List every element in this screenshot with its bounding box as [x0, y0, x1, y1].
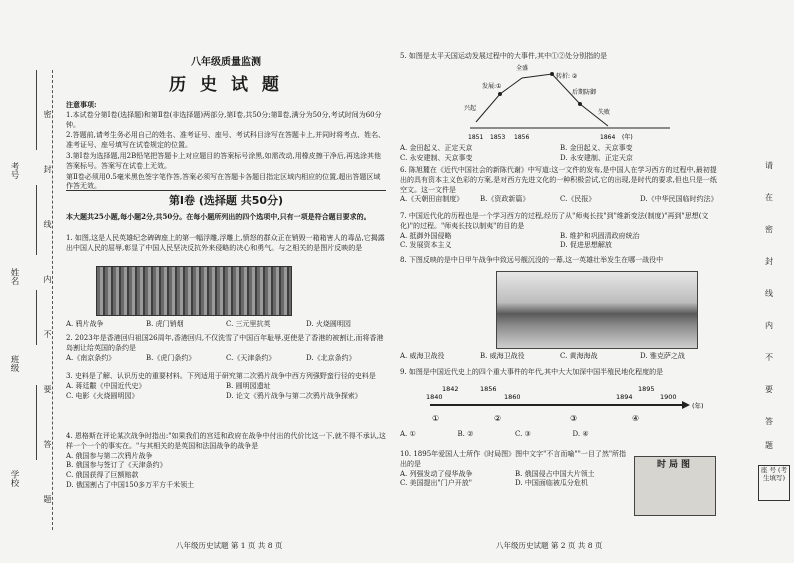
axis-unit: (年) [692, 402, 704, 410]
section-divider [66, 190, 386, 191]
option-a[interactable]: A.《南京条约》 [66, 353, 116, 362]
chart-point [578, 102, 582, 106]
seal-char: 不 [43, 330, 52, 338]
question-stem: 2. 2023年是香港回归祖国26周年,香港回归,不仅洗雪了中国百年耻辱,更使是了香港的被割让,而将香港岛割让给英国的条约是 [66, 334, 384, 352]
option-d[interactable]: D.《北京条约》 [306, 353, 356, 362]
question-10 [400, 450, 630, 489]
question-stem: 8. 下图反映的是中日甲午战争中致远号舰沉没的一幕,这一英雄壮举发生在哪一战役中 [400, 256, 664, 264]
question-stem: 7. 中国近代化的历程也是一个学习西方的过程,经历了从"师夷长技"到"维新变法(制度)"再到"思想(文化)"的过程。"师夷长技以制夷"的目的是 [400, 212, 709, 230]
timeline-mark: ① [432, 414, 440, 423]
seal-char: 要 [765, 385, 773, 394]
option-c[interactable]: C. 三元里抗英 [226, 320, 271, 328]
option-c[interactable]: C. 黄海海战 [560, 352, 598, 360]
seal-char: 封 [765, 257, 773, 266]
tick-label: 1842 [442, 385, 459, 393]
tick-label: 1851 [468, 134, 484, 141]
relief-sculpture-image [96, 266, 292, 316]
chart-label: 兴起 [464, 105, 477, 112]
seal-char: 密 [43, 110, 52, 118]
axis-unit: (年) [622, 134, 633, 141]
option-d[interactable]: D. ④ [572, 430, 589, 438]
option-b[interactable]: B. ② [457, 430, 474, 438]
question-stem: 1. 如图,这是人民英雄纪念碑碑座上的第一幅浮雕,浮雕上,愤怒的群众正在销毁一箱箱害人的毒品,它揭露出中国人民的屈辱,彰显了中国人民坚决反抗外来侵略的决心和勇气。与之相关的是图片反映的是 [66, 234, 385, 252]
tick-label: 1856 [514, 134, 530, 141]
option-a[interactable]: A. ① [400, 430, 416, 438]
seal-char: 密 [765, 225, 773, 234]
chart-label: 失败 [598, 109, 611, 116]
option-a[interactable]: A. 威海卫战役 [400, 352, 445, 360]
question-1 [66, 234, 386, 254]
margin-label-kaohao: 考号 [9, 162, 19, 179]
timeline-chart [420, 383, 720, 427]
margin-fill-line [36, 70, 37, 150]
tick-label: 1860 [504, 393, 521, 401]
chart-label: 转折: ② [556, 73, 578, 80]
seat-number-box[interactable]: 座 号 (考生填写) [758, 465, 790, 501]
political-cartoon-image [634, 456, 716, 516]
option-c[interactable]: C.《天津条约》 [226, 353, 276, 362]
option-a[interactable]: A. 抵御外国侵略 [400, 231, 452, 240]
taiping-curve [476, 74, 611, 126]
option-b[interactable]: B. 圆明园遗址 [226, 381, 271, 390]
option-d[interactable]: D. 促进思想解放 [560, 241, 612, 250]
chart-point [550, 72, 554, 76]
timeline-mark: ② [494, 414, 502, 423]
seal-char: 线 [765, 289, 773, 298]
option-b[interactable]: B.《资政新篇》 [480, 195, 530, 204]
option-d[interactable]: D. 中国面临被瓜分危机 [515, 479, 588, 488]
page-footer: 八年级历史试题 第 1 页 共 8 页 [176, 541, 283, 550]
option-b[interactable]: B. 俄国侵占中国大片领土 [515, 469, 595, 478]
question-7 [400, 212, 720, 251]
option-c[interactable]: C. 俄国获得了巨额赔款 [66, 471, 139, 480]
binding-margin [0, 0, 62, 563]
naval-battle-image [496, 271, 698, 349]
option-b[interactable]: B.《虎门条约》 [146, 353, 196, 362]
tick-label: 1900 [660, 393, 677, 401]
question-2 [66, 334, 386, 363]
instructions-heading: 注意事项: [66, 100, 97, 109]
option-a[interactable]: A. 鸦片战争 [66, 320, 104, 328]
section-instruction-text: 本大题共25小题,每小题2分,共50分。在每小题所列出的四个选项中,只有一项是符合题目要求的。 [66, 212, 371, 221]
exam-subtitle: 八年级质量监测 [191, 57, 261, 68]
margin-fill-line [36, 290, 37, 345]
question-8-options [400, 352, 720, 362]
tick-label: 1840 [426, 393, 443, 401]
option-a[interactable]: A. 俄国参与第二次鸦片战争 [66, 451, 153, 460]
tick-label: 1853 [490, 134, 506, 141]
question-stem: 3. 史料是了解、认识历史的重要材料。下列适用于研究第二次鸦片战争中西方列强野蛮行径的史料是 [66, 372, 376, 380]
timeline-mark: ④ [632, 414, 640, 423]
option-a[interactable]: A. 金田起义、正定天京 [400, 144, 473, 152]
chart-label: 后期防御 [572, 89, 597, 96]
question-9 [400, 368, 720, 378]
seal-char: 请 [765, 161, 773, 170]
margin-label-school: 学校 [9, 470, 19, 487]
option-c[interactable]: C. 电影《火烧圆明园》 [66, 391, 139, 400]
seal-char: 内 [43, 275, 52, 283]
option-c[interactable]: C. 发展资本主义 [400, 241, 452, 250]
option-d[interactable]: D.《中华民国临时约法》 [640, 195, 718, 204]
option-a[interactable]: A. 蒋廷黻《中国近代史》 [66, 381, 146, 390]
question-stem: 5. 如图是太平天国运动发展过程中的大事件,其中①②处分别指的是 [400, 52, 608, 60]
margin-label-name: 姓名 [9, 268, 19, 285]
option-b[interactable]: B. 俄国参与签订了《天津条约》 [66, 461, 167, 470]
seal-char: 题 [43, 495, 52, 503]
seal-char: 要 [43, 385, 52, 393]
seal-char: 线 [43, 220, 52, 228]
chart-label: 发展:① [482, 83, 502, 90]
seal-char: 不 [765, 353, 773, 362]
option-d[interactable]: D. 永安建制、正定天京 [560, 153, 633, 162]
instruction-item: 2.答题前,请考生务必用自己的姓名、准考证号、座号、考试科目涂写在答题卡上,并同时将考点、姓名、准考证号、座号填写在试卷规定的位置。 [66, 131, 386, 150]
section-title: 第Ⅰ卷 (选择题 共50分) [168, 194, 284, 207]
option-d[interactable]: D. 雅克萨之战 [640, 352, 685, 360]
question-5 [400, 52, 720, 62]
option-a[interactable]: A.《天朝田亩制度》 [400, 195, 464, 204]
question-5-options [400, 144, 720, 164]
question-stem: 6. 陈旭麓在《近代中国社会的新陈代谢》中写道:这一文件的发布,是中国人在学习西方的过程中,最初提出的具有资本主义色彩的方案,是对西方先进文化的一种积极尝试,它的出现,是时代的要求,但也只是一纸空文。这一文件是 [400, 166, 717, 194]
tick-label: 1894 [616, 393, 633, 401]
option-b[interactable]: B. 虎门销烟 [146, 320, 184, 328]
instruction-item: 1.本试卷分第Ⅰ卷(选择题)和第Ⅱ卷(非选择题)两部分,第Ⅰ卷,共50分;第Ⅱ卷,满分为50分,考试时间为60分钟。 [66, 110, 382, 129]
seal-line [52, 70, 53, 530]
seal-char: 题 [765, 441, 773, 450]
page-footer: 八年级历史试题 第 2 页 共 8 页 [496, 541, 603, 550]
question-stem: 9. 如图是中国近代史上的四个重大事件的年代,其中大大加深中国半殖民地化程度的是 [400, 368, 664, 376]
tick-label: 1856 [480, 385, 497, 393]
seal-char: 封 [43, 165, 52, 173]
question-stem: 4. 恩格斯在评论某次战争时指出:"如果我们的宫廷和政府在战争中付出的代价比这一下,就不得不承认,这样一个一个的事实在。"与其相关的是英国和法国战争的战争是 [66, 432, 386, 450]
seal-char: 在 [765, 193, 773, 202]
option-d[interactable]: D. 火烧圆明园 [306, 320, 351, 328]
margin-fill-line [36, 185, 37, 255]
option-d[interactable]: D. 俄国割占了中国150多万平方千米领土 [66, 480, 195, 489]
option-c[interactable]: C.《民报》 [560, 195, 596, 204]
margin-label-class: 班级 [9, 355, 19, 372]
timeline-arrow [682, 401, 690, 409]
tick-label: 1895 [638, 385, 655, 393]
cartoon-caption: 时局图 [656, 460, 693, 470]
question-6 [400, 166, 720, 205]
option-c[interactable]: C. ③ [515, 430, 531, 438]
timeline-mark: ③ [570, 414, 578, 423]
instruction-item: 第Ⅱ卷必须用0.5毫米黑色签字笔作答,答案必须写在答题卡各题目指定区域内相应的位置,超出答题区域作答无效。 [66, 172, 381, 191]
question-1-options [66, 320, 386, 330]
chart-label: 全盛 [516, 65, 529, 72]
chart-point [498, 92, 502, 96]
question-8 [400, 256, 720, 266]
option-c[interactable]: C. 美国提出"门户开放" [400, 479, 472, 488]
seal-char: 答 [765, 417, 773, 426]
question-9-options [400, 430, 630, 440]
taiping-chart [460, 64, 690, 142]
exam-title: 历 史 试 题 [169, 75, 283, 95]
question-3 [66, 372, 386, 401]
option-a[interactable]: A. 列强发动了侵华战争 [400, 469, 473, 478]
margin-fill-line [36, 385, 37, 460]
question-stem: 10. 1895年爱国人士所作《时局图》图中文字"不言而喻""一目了然"所指出的是 [400, 450, 627, 468]
option-b[interactable]: B. 维护和巩固清政府统治 [560, 231, 640, 240]
instructions [66, 100, 386, 193]
option-b[interactable]: B. 金田起义、天京事变 [560, 144, 633, 152]
question-4 [66, 432, 386, 491]
section-instruction [66, 212, 386, 222]
option-b[interactable]: B. 威海卫战役 [480, 352, 525, 360]
seal-char: 答 [43, 440, 52, 448]
instruction-item: 3.第Ⅰ卷为选择题,用2B铅笔把答题卡上对应题目的答案标号涂黑,如需改动,用橡皮擦干净后,再选涂其他答案标号。答案写在试卷上无效。 [66, 151, 381, 170]
option-d[interactable]: D. 论文《鸦片战争与第二次鸦片战争探索》 [226, 391, 362, 400]
option-c[interactable]: C. 永安建制、天京事变 [400, 153, 473, 162]
tick-label: 1864 [600, 134, 616, 141]
seal-char: 内 [765, 321, 773, 330]
